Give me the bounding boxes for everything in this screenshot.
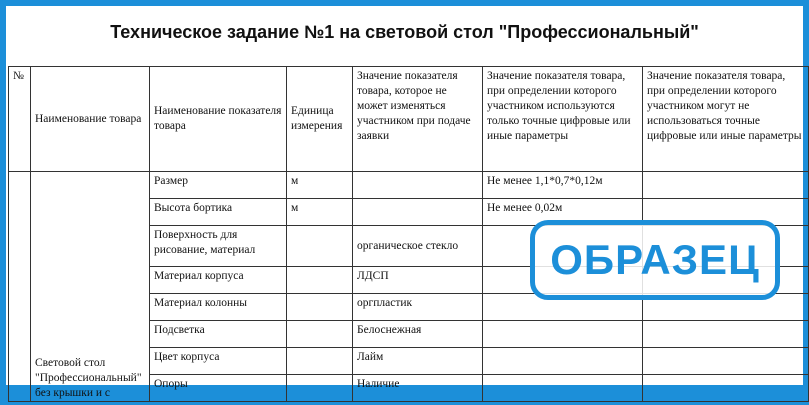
indicator-cell: Материал корпуса [150,267,287,294]
indicator-cell: Материал колонны [150,294,287,321]
approx-value-cell [643,375,809,402]
table-row [9,172,809,199]
header-approx-value: Значение показателя товара, при определении которого участником могут не использоваться точные цифровые или иные параметры [643,67,809,172]
fixed-value-cell: Лайм [353,348,483,375]
table-header-row [9,67,809,172]
exact-value-cell [483,375,643,402]
fixed-value-cell: Наличие [353,375,483,402]
exact-value-cell [483,348,643,375]
indicator-cell: Высота бортика [150,199,287,226]
fixed-value-cell: ЛДСП [353,267,483,294]
indicator-cell: Поверхность для рисование, материал [150,226,287,267]
header-product-name: Наименование товара [31,67,150,172]
unit-cell [287,375,353,402]
document-sheet [6,6,803,399]
exact-value-cell: Не менее 1,1*0,7*0,12м [483,172,643,199]
header-fixed-value: Значение показателя товара, которое не может изменяться участником при подаче заявки [353,67,483,172]
product-name-cell: Световой стол "Профессиональный" без крышки и с [31,172,150,402]
unit-cell [287,348,353,375]
header-indicator-name: Наименование показателя товара [150,67,287,172]
indicator-cell: Размер [150,172,287,199]
unit-cell: м [287,199,353,226]
indicator-cell: Опоры [150,375,287,402]
header-number: № [9,67,31,172]
fixed-value-cell [353,172,483,199]
fixed-value-cell [353,199,483,226]
unit-cell [287,321,353,348]
approx-value-cell [643,348,809,375]
sample-stamp-text: ОБРАЗЕЦ [550,236,760,283]
indicator-cell: Подсветка [150,321,287,348]
header-unit: Единица измерения [287,67,353,172]
unit-cell [287,226,353,267]
approx-value-cell [643,321,809,348]
fixed-value-cell: Белоснежная [353,321,483,348]
exact-value-cell: Не менее 0,02м [483,199,643,226]
sample-stamp [530,220,780,300]
unit-cell: м [287,172,353,199]
document-title: Техническое задание №1 на световой стол "Профессиональный" [110,22,699,42]
unit-cell [287,267,353,294]
fixed-value-cell: органическое стекло [353,226,483,267]
fixed-value-cell: оргпластик [353,294,483,321]
unit-cell [287,294,353,321]
row-number-cell [9,172,31,402]
approx-value-cell [643,172,809,199]
header-exact-value: Значение показателя товара, при определении которого участником используются только точные цифровые или иные параметры [483,67,643,172]
indicator-cell: Цвет корпуса [150,348,287,375]
exact-value-cell [483,321,643,348]
